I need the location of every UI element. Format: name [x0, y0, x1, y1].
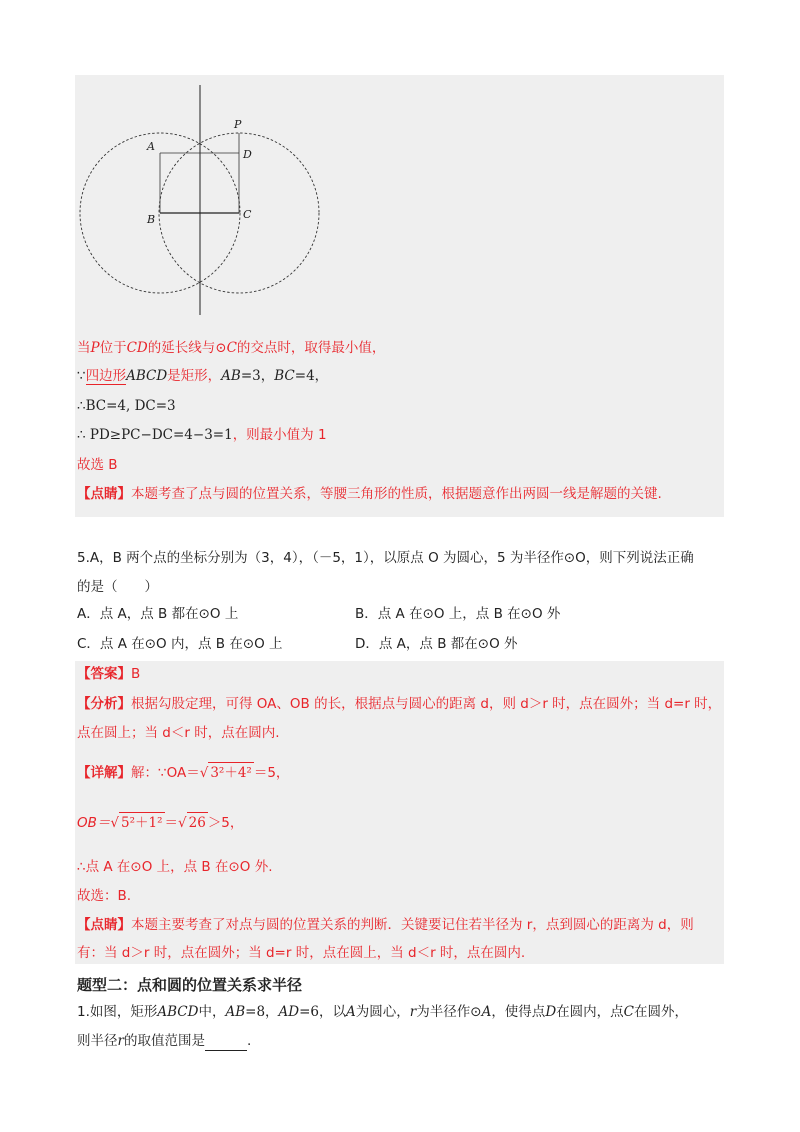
- solution-note: 【点睛】本题考查了点与圆的位置关系，等腰三角形的性质，根据题意作出两圆一线是解题的关键.: [77, 486, 662, 502]
- conclusion-line: ∴点 A 在⊙O 上，点 B 在⊙O 外.: [77, 859, 273, 875]
- solution-line-2: ∵四边形ABCD是矩形，AB=3，BC=4，: [77, 368, 329, 384]
- solution-line-3: ∴BC=4, DC=3: [77, 398, 176, 414]
- note-line-2: 有：当 d＞r 时，点在圆外；当 d=r 时，点在圆上，当 d＜r 时，点在圆内.: [77, 945, 526, 961]
- label-d: D: [243, 148, 252, 161]
- note-line-1: 【点睛】本题主要考查了对点与圆的位置关系的判断．关键要记住若半径为 r，点到圆心的距离为 d，则: [77, 917, 694, 933]
- q5-option-c: C．点 A 在⊙O 内，点 B 在⊙O 上: [77, 636, 283, 652]
- section-heading: 题型二：点和圆的位置关系求半径: [77, 976, 303, 994]
- answer-line: 【答案】B: [77, 666, 141, 682]
- geometry-figure: [75, 75, 335, 325]
- q5-option-a: A．点 A，点 B 都在⊙O 上: [77, 606, 239, 622]
- label-p: P: [234, 118, 242, 131]
- q5-stem-line-1: 5.A，B 两个点的坐标分别为（3，4），（－5，1），以原点 O 为圆心，5 为半径作⊙O，则下列说法正确: [77, 550, 694, 566]
- detail-line: 【详解】解：∵OA＝√ 3²＋4² ＝5，: [77, 762, 289, 783]
- answer-blank[interactable]: [205, 1036, 247, 1051]
- section2-q1-line-1: 1.如图，矩形ABCD中，AB=8，AD=6，以A为圆心，r为半径作⊙A，使得点D在圆内，点C在圆外，: [77, 1004, 688, 1020]
- section2-q1-line-2: 则半径r的取值范围是 .: [77, 1033, 252, 1049]
- q5-option-d: D．点 A，点 B 都在⊙O 外: [355, 636, 518, 652]
- q5-option-b: B．点 A 在⊙O 上，点 B 在⊙O 外: [355, 606, 561, 622]
- ob-line: OB＝√ 5²＋1² ＝√ 26 ＞5，: [77, 812, 243, 833]
- label-a: A: [147, 140, 155, 153]
- label-b: B: [147, 213, 156, 226]
- analysis-line-2: 点在圆上；当 d＜r 时，点在圆内.: [77, 725, 280, 741]
- label-c: C: [243, 208, 252, 221]
- solution-line-4: ∴ PD≥PC−DC=4−3=1，则最小值为 1: [77, 427, 327, 443]
- analysis-line-1: 【分析】根据勾股定理，可得 OA、OB 的长，根据点与圆心的距离 d，则 d＞r 时，点在圆外；当 d=r 时，: [77, 696, 722, 712]
- solution-line-5: 故选 B: [77, 457, 118, 473]
- solution-line-1: 当P位于CD的延长线与⊙C的交点时，取得最小值，: [77, 340, 386, 356]
- q5-stem-line-2: 的是（ ）: [77, 579, 158, 595]
- choose-line: 故选：B.: [77, 888, 132, 904]
